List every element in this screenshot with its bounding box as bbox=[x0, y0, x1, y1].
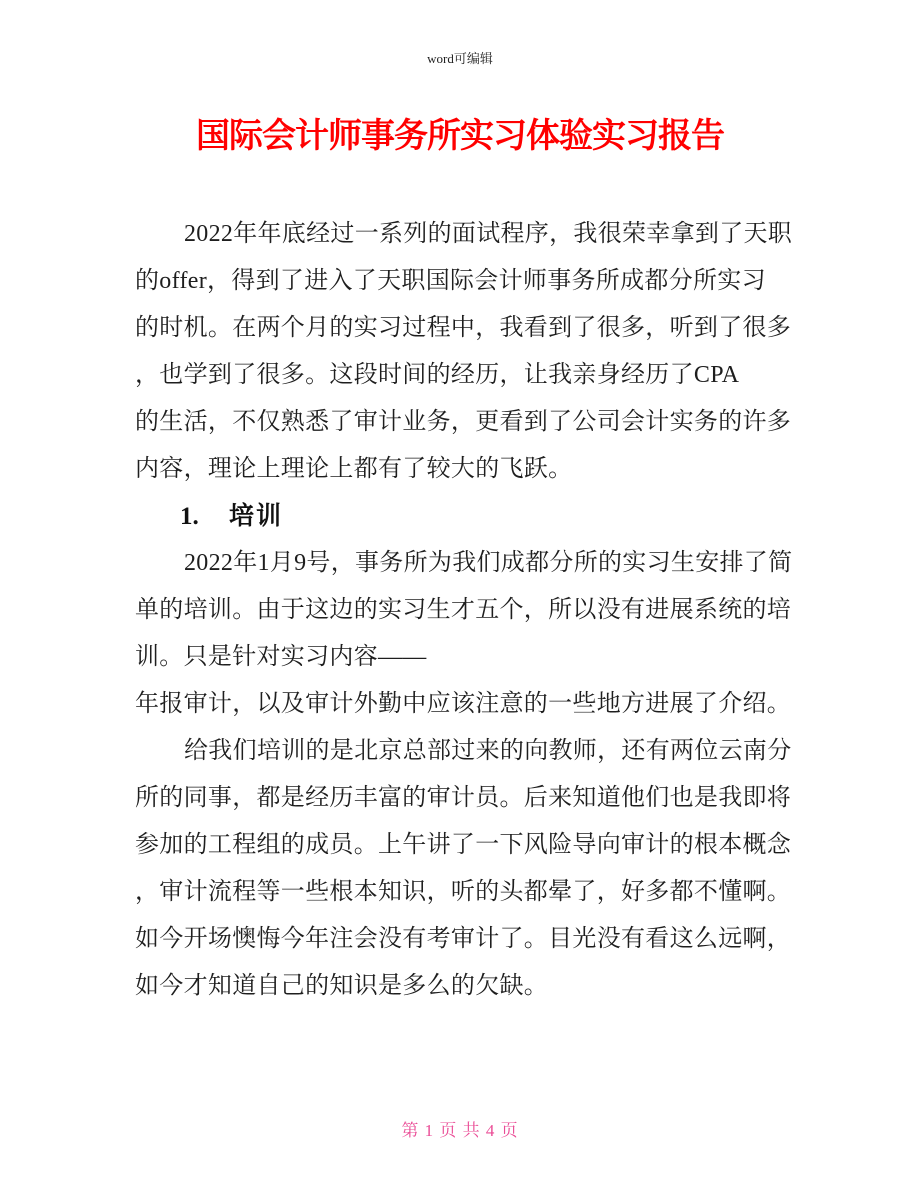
body-line: 的offer，得到了进入了天职国际会计师事务所成都分所实习 bbox=[135, 268, 766, 294]
body-line: ，也学到了很多。这段时间的经历，让我亲身经历了CPA bbox=[135, 362, 740, 388]
body-line: 训。只是针对实习内容—— bbox=[135, 644, 427, 670]
body-line: ，审计流程等一些根本知识，听的头都晕了，好多都不懂啊。 bbox=[135, 879, 792, 905]
body-line: 单的培训。由于这边的实习生才五个，所以没有进展系统的培 bbox=[135, 597, 792, 623]
body-line: 年报审计，以及审计外勤中应该注意的一些地方进展了介绍。 bbox=[135, 691, 792, 717]
section-heading-label: 培训 bbox=[229, 503, 284, 530]
section-heading-number: 1. bbox=[180, 503, 199, 530]
body-line: 所的同事，都是经历丰富的审计员。后来知道他们也是我即将 bbox=[135, 785, 792, 811]
watermark-text: word可编辑 bbox=[427, 51, 493, 66]
body-line: 给我们培训的是北京总部过来的向教师，还有两位云南分 bbox=[184, 738, 792, 764]
body-line: 的时机。在两个月的实习过程中，我看到了很多，听到了很多 bbox=[135, 315, 792, 341]
body-line: 的生活，不仅熟悉了审计业务，更看到了公司会计实务的许多 bbox=[135, 409, 792, 435]
body-line: 如今才知道自己的知识是多么的欠缺。 bbox=[135, 973, 549, 999]
body-line: 如今开场懊悔今年注会没有考审计了。目光没有看这么远啊， bbox=[135, 926, 792, 952]
document-title: 国际会计师事务所实习体验实习报告 bbox=[196, 117, 724, 155]
section-heading bbox=[135, 493, 790, 540]
document-body bbox=[135, 211, 793, 1010]
body-line: 2022年年底经过一系列的面试程序，我很荣幸拿到了天职 bbox=[184, 221, 793, 247]
body-line: 内容，理论上理论上都有了较大的飞跃。 bbox=[135, 456, 573, 482]
page-number-footer: 第 1 页 共 4 页 bbox=[401, 1121, 519, 1140]
body-line: 2022年1月9号，事务所为我们成都分所的实习生安排了简 bbox=[184, 550, 793, 576]
body-line: 参加的工程组的成员。上午讲了一下风险导向审计的根本概念 bbox=[135, 832, 792, 858]
